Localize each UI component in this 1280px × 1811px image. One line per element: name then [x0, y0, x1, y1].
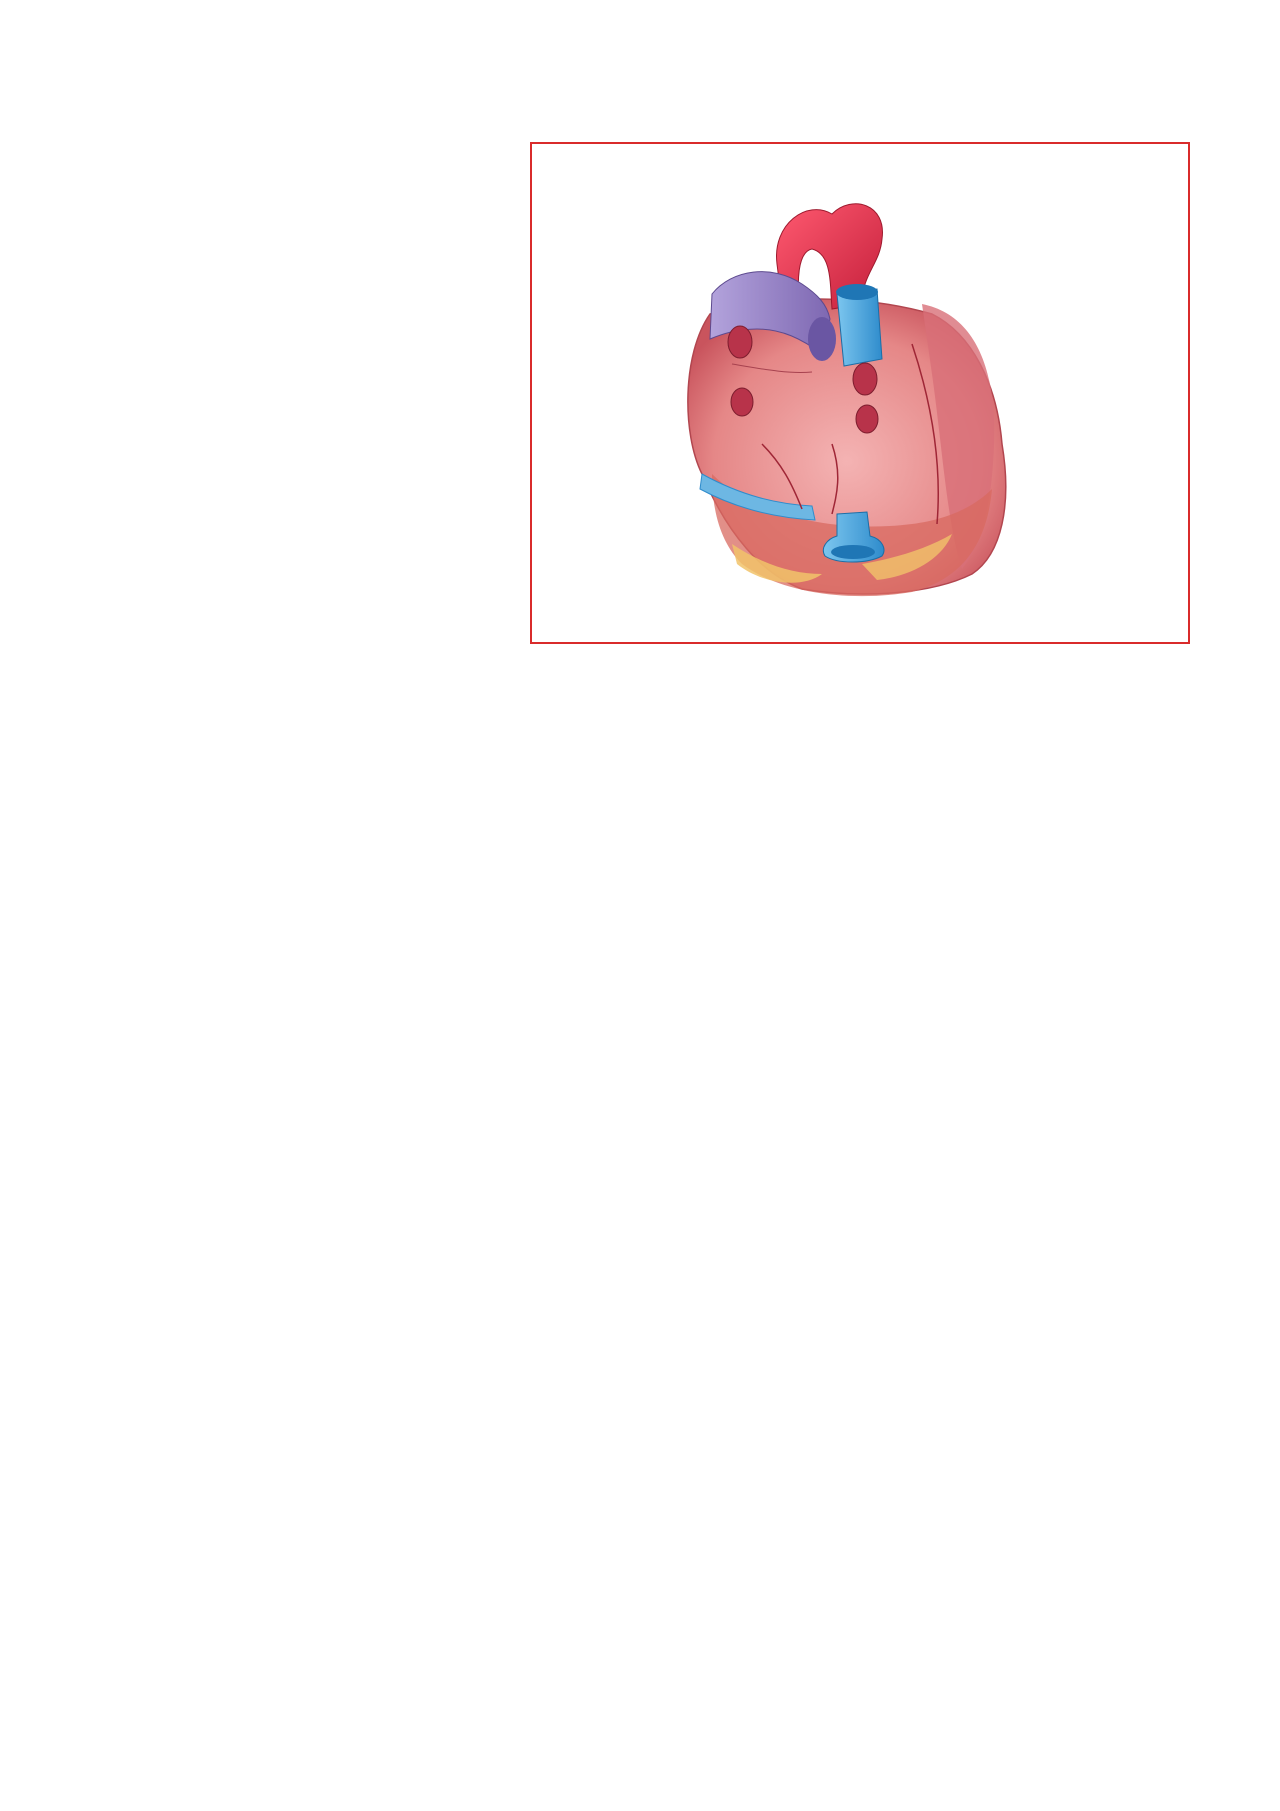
figure-wrap-section: [121, 138, 1161, 647]
ivc-opening: [831, 545, 875, 559]
pulmonary-vein-right-sup: [853, 363, 877, 395]
pulmonary-vein-left-sup: [728, 326, 752, 358]
pulmonary-vein-left-inf: [731, 388, 753, 416]
heart-figure: [530, 142, 1190, 644]
pulmonary-artery-opening: [808, 317, 836, 361]
heart-illustration: [532, 144, 1188, 642]
svc-opening: [836, 284, 878, 300]
superior-vena-cava: [837, 289, 882, 366]
document-page: [121, 136, 1161, 647]
pulmonary-vein-right-inf: [856, 405, 878, 433]
